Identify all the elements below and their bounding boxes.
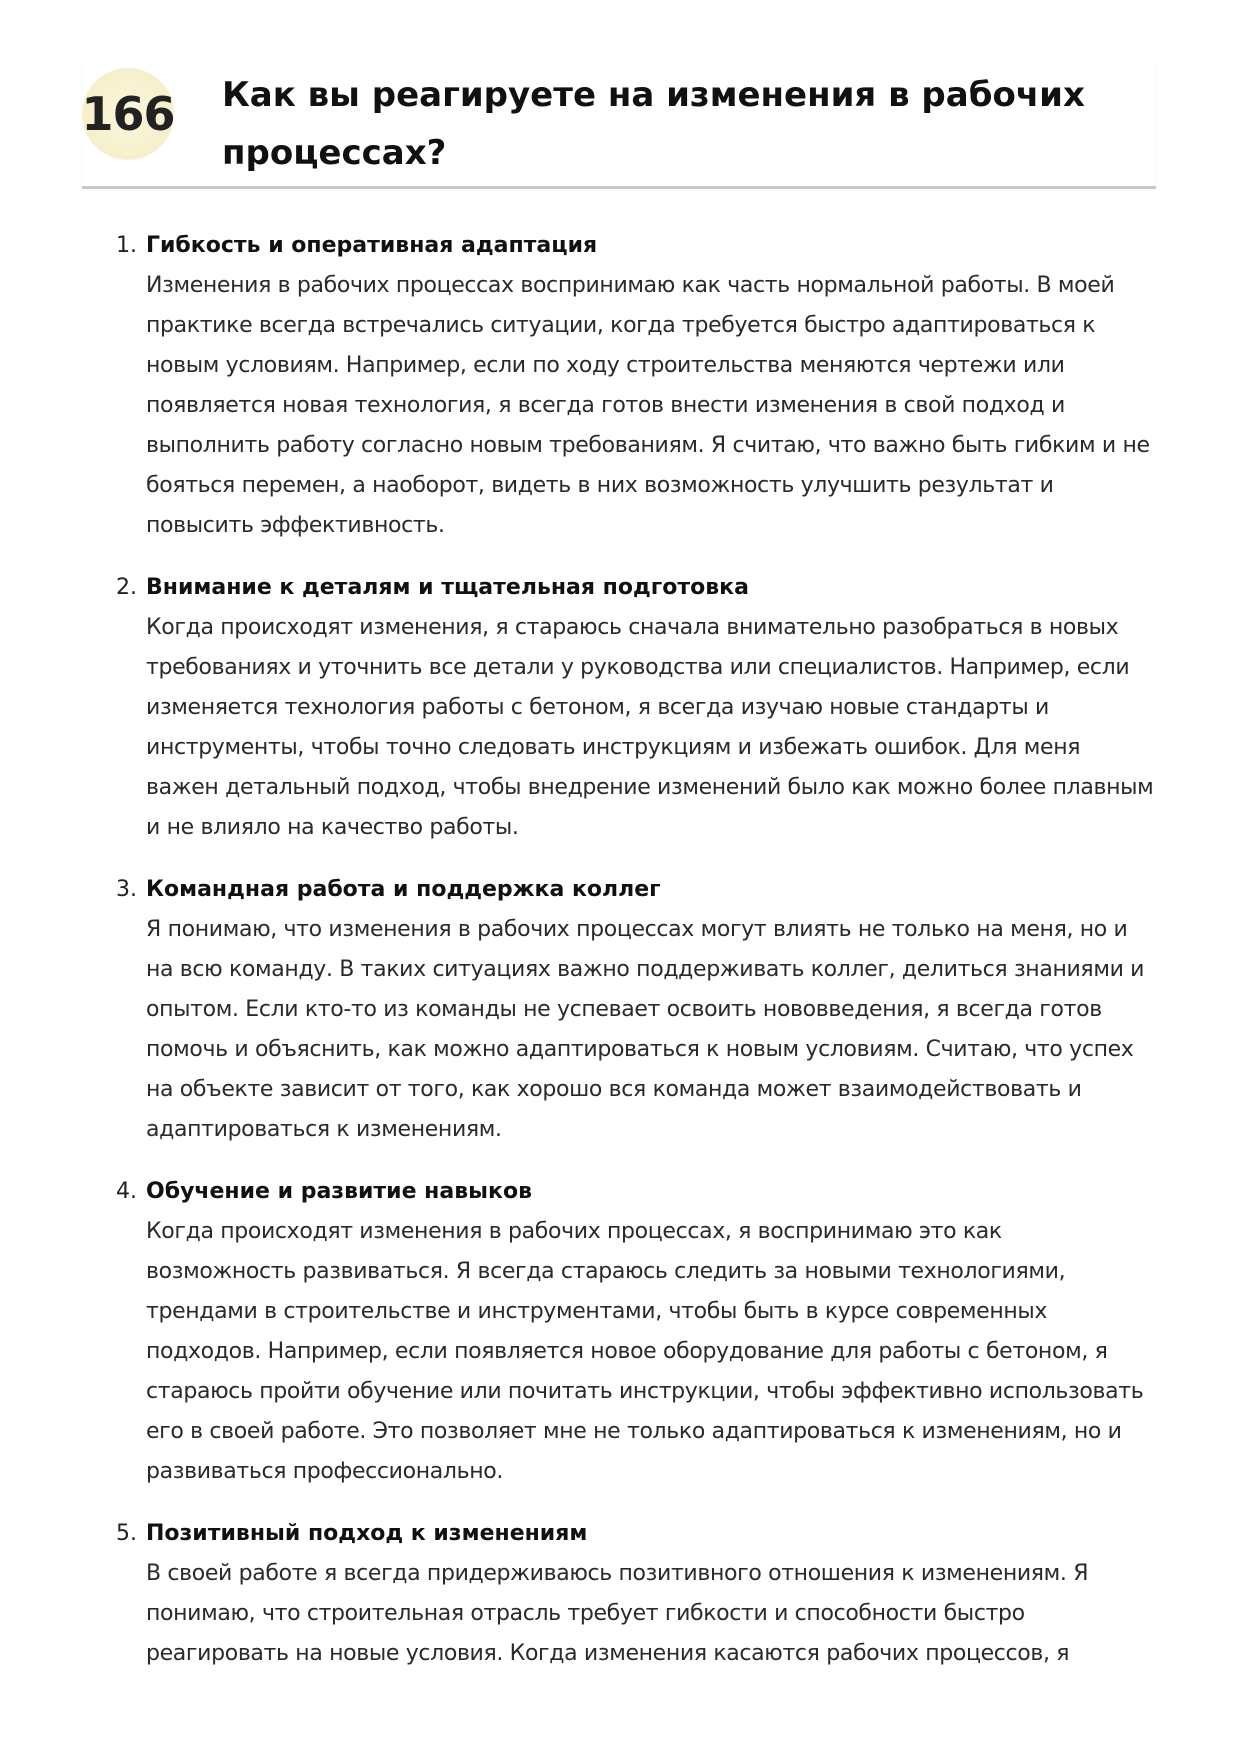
item-text: Я понимаю, что изменения в рабочих процессах могут влиять не только на меня, но и на всю команду. В таких ситуациях важно поддерживать коллег, делиться знаниями и опытом. Если кто-то из команды не успевает освоить нововведения, я всегда готов помочь и объяснить, как можно адаптироваться к новым условиям. Считаю, что успех на объекте зависит от того, как хорошо вся команда может взаимодействовать и адаптироваться к изменениям. bbox=[146, 917, 1145, 1142]
item-text: В своей работе я всегда придерживаюсь позитивного отношения к изменениям. Я понимаю, что строительная отрасль требует гибкости и способности быстро реагировать на новые условия. Когда изменения касаются рабочих процессов, я bbox=[146, 1561, 1089, 1666]
item-text: Изменения в рабочих процессах воспринимаю как часть нормальной работы. В моей практике всегда встречались ситуации, когда требуется быстро адаптироваться к новым условиям. Например, если по ходу строительства меняются чертежи или появляется новая технология, я всегда готов внести изменения в свой подход и выполнить работу согласно новым требованиям. Я считаю, что важно быть гибким и не бояться перемен, а наоборот, видеть в них возможность улучшить результат и повысить эффективность. bbox=[146, 273, 1150, 538]
item-number: 1. bbox=[116, 233, 137, 258]
answer-item bbox=[116, 226, 1156, 546]
answer-list bbox=[116, 226, 1156, 1674]
item-heading: Позитивный подход к изменениям bbox=[146, 1521, 588, 1546]
answer-content bbox=[116, 226, 1156, 1696]
item-heading: Гибкость и оперативная адаптация bbox=[146, 233, 598, 258]
question-header bbox=[82, 58, 1156, 189]
item-heading: Обучение и развитие навыков bbox=[146, 1179, 532, 1204]
question-number-badge: 166 bbox=[82, 68, 174, 160]
question-title: Как вы реагируете на изменения в рабочих процессах? bbox=[222, 75, 1085, 173]
item-text: Когда происходят изменения в рабочих процессах, я воспринимаю это как возможность развиваться. Я всегда стараюсь следить за новыми технологиями, трендами в строительстве и инструментами, чтобы быть в курсе современных подходов. Например, если появляется новое оборудование для работы с бетоном, я стараюсь пройти обучение или почитать инструкции, чтобы эффективно использовать его в своей работе. Это позволяет мне не только адаптироваться к изменениям, но и развиваться профессионально. bbox=[146, 1219, 1144, 1484]
item-heading: Командная работа и поддержка коллег bbox=[146, 877, 661, 902]
answer-item bbox=[116, 870, 1156, 1150]
item-number: 3. bbox=[116, 877, 137, 902]
item-text: Когда происходят изменения, я стараюсь сначала внимательно разобраться в новых требованиях и уточнить все детали у руководства или специалистов. Например, если изменяется технология работы с бетоном, я всегда изучаю новые стандарты и инструменты, чтобы точно следовать инструкциям и избежать ошибок. Для меня важен детальный подход, чтобы внедрение изменений было как можно более плавным и не влияло на качество работы. bbox=[146, 615, 1154, 840]
item-number: 5. bbox=[116, 1521, 137, 1546]
item-number: 2. bbox=[116, 575, 137, 600]
item-heading: Внимание к деталям и тщательная подготовка bbox=[146, 575, 749, 600]
answer-item bbox=[116, 1514, 1156, 1674]
item-number: 4. bbox=[116, 1179, 137, 1204]
answer-item bbox=[116, 1172, 1156, 1492]
answer-item bbox=[116, 568, 1156, 848]
